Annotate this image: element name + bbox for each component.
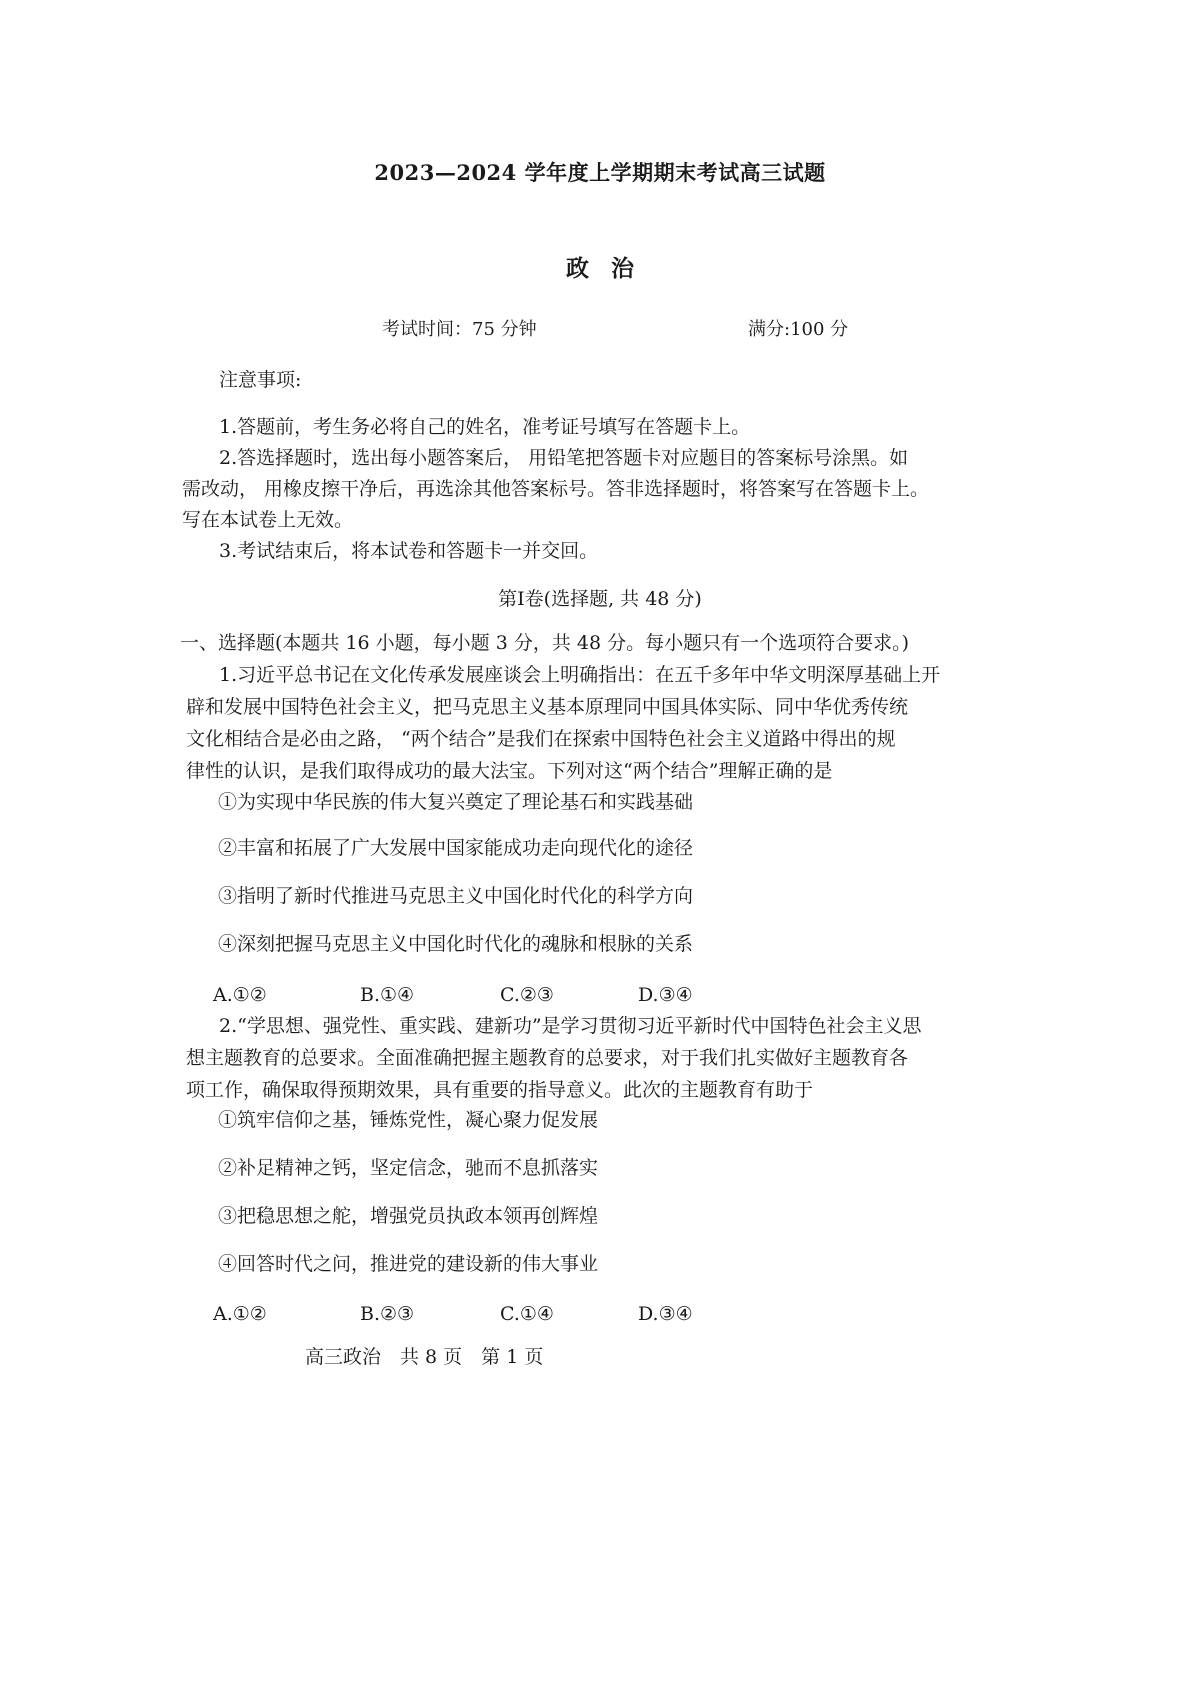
- full-score: 满分:100 分: [748, 319, 849, 340]
- statement: ③把稳思想之舵，增强党员执政本领再创辉煌: [218, 1205, 599, 1227]
- question-stem-line: 项工作，确保取得预期效果，具有重要的指导意义。此次的主题教育有助于: [186, 1079, 814, 1101]
- choice-a[interactable]: A.①②: [213, 1303, 267, 1325]
- choice-d[interactable]: D.③④: [638, 1303, 693, 1325]
- exam-time: 考试时间：75 分钟: [382, 319, 537, 340]
- choice-d[interactable]: D.③④: [638, 984, 693, 1006]
- choice-a[interactable]: A.①②: [213, 984, 267, 1006]
- question-stem-line: 文化相结合是必由之路， “两个结合”是我们在探索中国特色社会主义道路中得出的规: [186, 728, 896, 750]
- notice-item: 1.答题前，考生务必将自己的姓名，准考证号填写在答题卡上。: [219, 416, 751, 438]
- notice-item: 需改动， 用橡皮擦干净后，再选涂其他答案标号。答非选择题时，将答案写在答题卡上。: [182, 478, 930, 500]
- section-intro: 一、选择题(本题共 16 小题，每小题 3 分，共 48 分。每小题只有一个选项符合要求。): [180, 632, 910, 654]
- choice-b[interactable]: B.①④: [360, 984, 415, 1006]
- statement: ④深刻把握马克思主义中国化时代化的魂脉和根脉的关系: [218, 933, 694, 955]
- statement: ②丰富和拓展了广大发展中国家能成功走向现代化的途径: [218, 837, 694, 859]
- notice-item: 3.考试结束后，将本试卷和答题卡一并交回。: [219, 540, 599, 562]
- question-stem-line: 想主题教育的总要求。全面准确把握主题教育的总要求，对于我们扎实做好主题教育各: [186, 1047, 909, 1069]
- notice-item: 2.答选择题时，选出每小题答案后， 用铅笔把答题卡对应题目的答案标号涂黑。如: [219, 447, 909, 469]
- question-stem-line: 1.习近平总书记在文化传承发展座谈会上明确指出：在五千多年中华文明深厚基础上开: [219, 664, 941, 686]
- notice-heading: 注意事项:: [219, 369, 302, 391]
- question-stem-line: 辟和发展中国特色社会主义，把马克思主义基本原理同中国具体实际、同中华优秀传统: [186, 696, 909, 718]
- exam-title: 2023—2024 学年度上学期期末考试高三试题: [374, 160, 826, 185]
- choice-b[interactable]: B.②③: [360, 1303, 415, 1325]
- choice-c[interactable]: C.①④: [500, 1303, 554, 1325]
- question-stem-line: 律性的认识，是我们取得成功的最大法宝。下列对这“两个结合”理解正确的是: [186, 760, 833, 782]
- question-stem-line: 2.“学思想、强党性、重实践、建新功”是学习贯彻习近平新时代中国特色社会主义思: [219, 1015, 922, 1037]
- statement: ④回答时代之问，推进党的建设新的伟大事业: [218, 1253, 599, 1275]
- choice-c[interactable]: C.②③: [500, 984, 554, 1006]
- statement: ①筑牢信仰之基，锤炼党性，凝心聚力促发展: [218, 1109, 599, 1131]
- notice-item: 写在本试卷上无效。: [182, 509, 354, 531]
- section-title: 第Ⅰ卷(选择题, 共 48 分): [498, 588, 702, 610]
- statement: ③指明了新时代推进马克思主义中国化时代化的科学方向: [218, 885, 694, 907]
- page-footer: 高三政治 共 8 页 第 1 页: [305, 1346, 544, 1368]
- statement: ①为实现中华民族的伟大复兴奠定了理论基石和实践基础: [218, 791, 694, 813]
- statement: ②补足精神之钙，坚定信念，驰而不息抓落实: [218, 1157, 599, 1179]
- subject-title: 政治: [566, 255, 656, 282]
